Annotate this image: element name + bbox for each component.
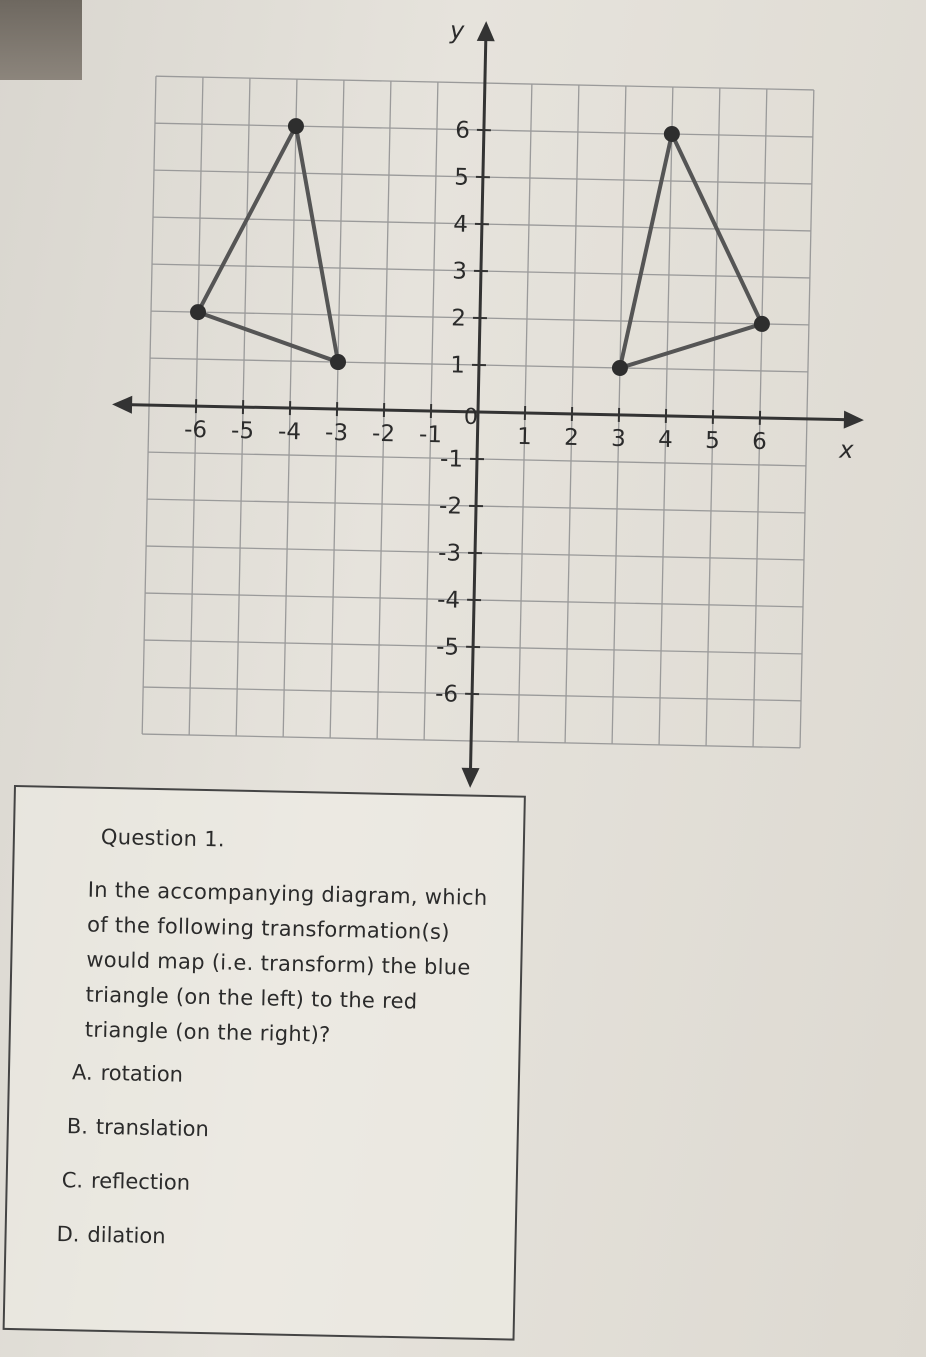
y-axis-arrow-down	[461, 768, 479, 788]
x-tick-label: 6	[751, 428, 768, 456]
option-text: reflection	[90, 1168, 191, 1195]
y-tick-label: -6	[434, 681, 459, 708]
question-line: triangle (on the left) to the red	[85, 982, 418, 1014]
option-d[interactable]	[56, 1222, 165, 1248]
option-text: translation	[95, 1114, 210, 1142]
x-tick-label: 4	[657, 426, 674, 454]
x-tick-label: 5	[704, 427, 721, 455]
vertex-point	[288, 118, 304, 134]
y-axis-arrow-up	[477, 21, 495, 41]
question-body	[85, 873, 509, 1057]
y-tick-label: -5	[435, 634, 460, 661]
y-tick-label: 1	[450, 352, 466, 379]
x-axis-arrow-right	[844, 411, 864, 429]
y-tick-label: -3	[437, 540, 462, 567]
x-tick-label: -4	[277, 418, 302, 446]
y-tick-label: 5	[453, 164, 470, 191]
origin-label: 0	[463, 404, 479, 430]
option-c[interactable]	[61, 1168, 190, 1195]
question-line: In the accompanying diagram, which	[87, 877, 488, 910]
question-line: of the following transformation(s)	[86, 912, 450, 945]
y-tick-label: 6	[454, 117, 471, 144]
y-tick-label: 3	[452, 258, 468, 285]
x-tick-label: 2	[563, 424, 580, 452]
x-tick-label: 3	[610, 425, 627, 453]
triangle	[620, 133, 766, 371]
y-axis-label: y	[449, 16, 465, 45]
y-tick-label: -2	[438, 493, 463, 520]
option-letter: A.	[71, 1060, 93, 1085]
question-line: triangle (on the right)?	[84, 1017, 331, 1047]
option-letter: C.	[61, 1168, 84, 1193]
x-tick-label: 1	[516, 423, 533, 451]
y-tick-label: -1	[439, 446, 464, 473]
vertex-point	[664, 126, 680, 142]
option-text: dilation	[87, 1222, 166, 1249]
x-tick-label: -2	[371, 420, 396, 448]
vertex-point	[190, 304, 206, 320]
x-axis-arrow-left	[112, 395, 132, 413]
y-tick-label: -4	[436, 587, 461, 614]
x-tick-label: -6	[183, 416, 208, 444]
y-tick-label: 4	[453, 211, 469, 238]
x-axis-label: x	[838, 435, 854, 464]
question-card	[3, 785, 526, 1341]
question-title: Question 1.	[100, 824, 226, 852]
vertex-point	[330, 354, 346, 370]
option-b[interactable]	[67, 1114, 209, 1141]
y-tick-label: 2	[451, 305, 467, 332]
vertex-point	[754, 316, 770, 332]
vertex-point	[612, 360, 628, 376]
option-letter: D.	[56, 1221, 80, 1247]
question-line: would map (i.e. transform) the blue	[86, 947, 471, 980]
option-letter: B.	[66, 1114, 89, 1139]
option-text: rotation	[100, 1060, 184, 1087]
x-tick-label: -1	[418, 421, 443, 449]
option-a[interactable]	[72, 1060, 184, 1086]
x-tick-label: -3	[324, 419, 349, 447]
triangle	[197, 124, 343, 362]
x-tick-label: -5	[230, 417, 255, 445]
